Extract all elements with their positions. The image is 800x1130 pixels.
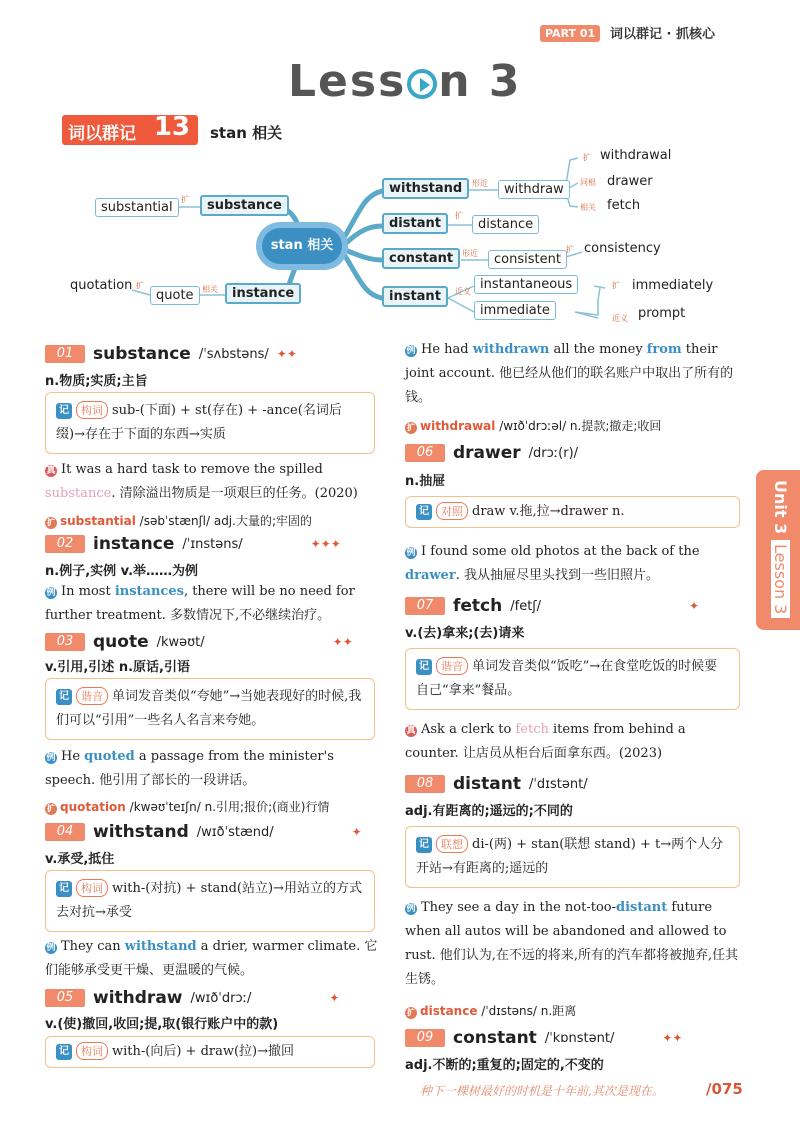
- node-instantaneous: instantaneous: [474, 275, 578, 294]
- entry-number: 07: [405, 597, 445, 615]
- example-icon: 例: [406, 904, 416, 914]
- entry-number: 04: [45, 823, 85, 841]
- node-prompt: prompt: [638, 306, 686, 321]
- entry-number: 08: [405, 775, 445, 793]
- memo-box: [45, 678, 375, 740]
- side-tab-lesson: Lesson 3: [771, 540, 790, 618]
- page-number: /075: [706, 1080, 743, 1098]
- ext-icon: 扩: [407, 423, 415, 432]
- example-sentence: 真 It was a hard task to remove the spilled substance. 清除溢出物质是一项艰巨的任务。(2020): [45, 462, 358, 501]
- memo-box: [45, 392, 375, 454]
- entry-word: withdraw: [93, 988, 183, 1008]
- derivative: 扩 distance /ˈdɪstəns/ n.距离: [407, 1004, 577, 1018]
- entry-ipa: /wɪðˈdrɔː/: [190, 990, 252, 1006]
- memo-box: [45, 870, 375, 932]
- footer-motto: 种下一棵树最好的时机是十年前,其次是现在。: [420, 1084, 664, 1098]
- node-quotation: quotation: [70, 278, 133, 293]
- group-label: 词以群记: [68, 124, 136, 144]
- entry-def: n.例子,实例 v.举……为例: [45, 564, 199, 579]
- entry-ipa: /kwəʊt/: [156, 634, 205, 650]
- node-fetch: fetch: [607, 198, 641, 213]
- entry-01-head: [45, 344, 297, 364]
- entry-def: n.抽屉: [405, 474, 446, 489]
- node-withdrawal: withdrawal: [600, 148, 672, 163]
- memo-box: [45, 1036, 375, 1068]
- entry-number: 09: [405, 1029, 445, 1047]
- ext-icon: 扩: [407, 1008, 415, 1017]
- memo-box: [405, 496, 740, 528]
- entry-09-head: [405, 1028, 682, 1048]
- lesson-prefix: Less: [288, 56, 407, 107]
- star-icons: ✦✦: [332, 635, 353, 649]
- example-sentence: 例 They can withstand a drier, warmer climate. 它们能够承受更干燥、更温暖的气候。: [45, 939, 378, 978]
- label-ext: 扩: [583, 153, 591, 162]
- exam-icon: 真: [406, 726, 416, 736]
- node-substantial: substantial: [95, 198, 179, 217]
- entry-def: v.(去)拿来;(去)请来: [405, 626, 525, 641]
- node-quote: quote: [150, 286, 200, 305]
- node-instant: instant: [382, 286, 448, 307]
- node-consistency: consistency: [584, 241, 661, 256]
- node-distance: distance: [472, 215, 539, 234]
- ext-icon: 扩: [47, 518, 55, 527]
- entry-def: n.物质;实质;主旨: [45, 374, 148, 389]
- label-shape: 形近: [472, 179, 488, 188]
- label-near: 近义: [455, 287, 471, 296]
- memo-tag: 谐音: [436, 657, 468, 675]
- memo-text: sub-(下面) + st(存在) + -ance(名词后缀)→存在于下面的东西→实质: [56, 403, 342, 442]
- memo-tag: 构词: [76, 1042, 108, 1060]
- entry-04-head: [45, 822, 362, 842]
- memo-icon: 记: [56, 1044, 72, 1060]
- memo-text: di-(两) + stan(联想 stand) + t→两个人分开站→有距离的;遥远的: [416, 837, 724, 876]
- example-icon: 例: [406, 548, 416, 558]
- example-icon: 例: [406, 346, 416, 356]
- memo-icon: 记: [56, 881, 72, 897]
- entry-02-head: [45, 534, 341, 554]
- entry-08-head: [405, 774, 588, 794]
- entry-word: drawer: [453, 443, 521, 463]
- example-sentence: 例 In most instances, there will be no need for further treatment. 多数情况下,不必继续治疗。: [45, 584, 355, 623]
- entry-word: fetch: [453, 596, 503, 616]
- node-withdraw: withdraw: [498, 180, 570, 199]
- memo-text: 单词发音类似“饭吃”→在食堂吃饭的时候要自己“拿来”餐品。: [416, 659, 718, 698]
- entry-number: 05: [45, 989, 85, 1007]
- entry-number: 03: [45, 633, 85, 651]
- side-tab-unit: Unit 3: [771, 480, 790, 535]
- entry-def: v.(使)撤回,收回;提,取(银行账户中的款): [45, 1017, 279, 1032]
- memo-icon: 记: [416, 504, 432, 520]
- node-withstand: withstand: [382, 178, 469, 199]
- entry-def: v.引用,引述 n.原话,引语: [45, 660, 190, 675]
- node-consistent: consistent: [488, 250, 567, 269]
- group-title: stan 相关: [210, 124, 283, 142]
- memo-icon: 记: [416, 837, 432, 853]
- unit-side-tab[interactable]: [756, 470, 800, 630]
- example-sentence: 例 They see a day in the not-too-distant future when all autos will be abandoned and allowed to rust. 他们认为,在不远的将来,所有的汽车都将被抛弃,任其生锈。: [405, 900, 739, 987]
- memo-tag: 构词: [76, 879, 108, 897]
- memo-box: [405, 826, 740, 888]
- entry-ipa: /ˈdɪstənt/: [528, 776, 588, 792]
- memo-icon: 记: [56, 689, 72, 705]
- part-tag: PART 01: [540, 25, 600, 42]
- node-immediate: immediate: [474, 301, 556, 320]
- memo-icon: 记: [416, 659, 432, 675]
- label-ext: 扩: [181, 195, 189, 204]
- example-icon: 例: [46, 753, 56, 763]
- entry-06-head: [405, 443, 578, 463]
- memo-tag: 联想: [436, 835, 468, 853]
- entry-number: 01: [45, 345, 85, 363]
- memo-tag: 构词: [76, 401, 108, 419]
- node-immediately: immediately: [632, 278, 714, 293]
- example-sentence: 例 I found some old photos at the back of the drawer. 我从抽屉尽里头找到一些旧照片。: [405, 544, 700, 583]
- exam-icon: 真: [46, 466, 56, 476]
- memo-box: [405, 648, 740, 710]
- entry-03-head: [45, 632, 353, 652]
- derivative: 扩 quotation /kwəʊˈteɪʃn/ n.引用;报价;(商业)行情: [47, 800, 330, 814]
- example-sentence: 例 He quoted a passage from the minister's speech. 他引用了部长的一段讲话。: [45, 749, 334, 788]
- entry-def: v.承受,抵住: [45, 852, 115, 867]
- label-near: 近义: [612, 314, 628, 323]
- derivative: 扩 substantial /səbˈstænʃl/ adj.大量的;牢固的: [47, 514, 312, 528]
- label-shape: 形近: [462, 249, 478, 258]
- memo-text: draw v.拖,拉→drawer n.: [472, 504, 625, 519]
- mind-map: [0, 140, 800, 340]
- node-constant: constant: [382, 248, 460, 269]
- star-icons: ✦: [329, 991, 340, 1005]
- entry-word: quote: [93, 632, 149, 652]
- memo-text: with-(对抗) + stand(站立)→用站立的方式去对抗→承受: [56, 881, 362, 920]
- label-rel: 相关: [202, 285, 218, 294]
- entry-ipa: /ˈɪnstəns/: [182, 536, 243, 552]
- node-distant: distant: [382, 213, 448, 234]
- group-number: 13: [153, 112, 190, 142]
- entry-word: constant: [453, 1028, 537, 1048]
- entry-ipa: /drɔː(r)/: [528, 445, 579, 461]
- ext-icon: 扩: [47, 804, 55, 813]
- example-sentence: 真 Ask a clerk to fetch items from behind a counter. 让店员从柜台后面拿东西。(2023): [405, 722, 686, 761]
- lesson-title: [288, 56, 522, 107]
- label-ext: 扩: [566, 245, 574, 254]
- entry-07-head: [405, 596, 699, 616]
- entry-number: 02: [45, 535, 85, 553]
- label-ext: 扩: [136, 281, 144, 290]
- entry-ipa: /ˈkɒnstənt/: [544, 1030, 615, 1046]
- entry-ipa: /wɪðˈstænd/: [196, 824, 274, 840]
- star-icons: ✦✦: [276, 347, 297, 361]
- memo-tag: 对照: [436, 502, 468, 520]
- star-icons: ✦✦✦: [310, 537, 341, 551]
- node-substance: substance: [200, 195, 289, 216]
- part-title: 词以群记 · 抓核心: [610, 27, 715, 42]
- entry-ipa: /ˈsʌbstəns/: [198, 346, 269, 362]
- label-ext: 扩: [612, 281, 620, 290]
- memo-text: with-(向后) + draw(拉)→撤回: [112, 1044, 295, 1059]
- star-icons: ✦: [689, 599, 700, 613]
- derivative: 扩 withdrawal /wɪðˈdrɔːəl/ n.提款;撤走;收回: [407, 419, 662, 433]
- example-icon: 例: [46, 588, 56, 598]
- entry-def: adj.不断的;重复的;固定的,不变的: [405, 1058, 604, 1073]
- label-syn: 同根: [580, 178, 596, 187]
- entry-word: instance: [93, 534, 175, 554]
- node-drawer: drawer: [607, 174, 653, 189]
- example-sentence: 例 He had withdrawn all the money from their joint account. 他已经从他们的联名账户中取出了所有的钱。: [405, 342, 734, 405]
- label-ext: 扩: [455, 211, 463, 220]
- entry-word: distant: [453, 774, 521, 794]
- memo-icon: 记: [56, 403, 72, 419]
- label-rel: 相关: [580, 203, 596, 212]
- memo-tag: 谐音: [76, 687, 108, 705]
- entry-def: adj.有距离的;遥远的;不同的: [405, 804, 573, 819]
- star-icons: ✦: [351, 825, 362, 839]
- center-node: stan 相关: [262, 228, 342, 264]
- example-icon: 例: [46, 943, 56, 953]
- entry-number: 06: [405, 444, 445, 462]
- memo-text: 单词发音类似“夸她”→当她表现好的时候,我们可以“引用”一些名人名言来夸她。: [56, 689, 362, 728]
- entry-word: substance: [93, 344, 191, 364]
- lesson-suffix: n 3: [438, 56, 522, 107]
- star-icons: ✦✦: [662, 1031, 683, 1045]
- node-instance: instance: [225, 283, 301, 304]
- play-icon[interactable]: [407, 69, 437, 99]
- entry-ipa: /fetʃ/: [510, 598, 542, 614]
- entry-word: withstand: [93, 822, 189, 842]
- entry-05-head: [45, 988, 339, 1008]
